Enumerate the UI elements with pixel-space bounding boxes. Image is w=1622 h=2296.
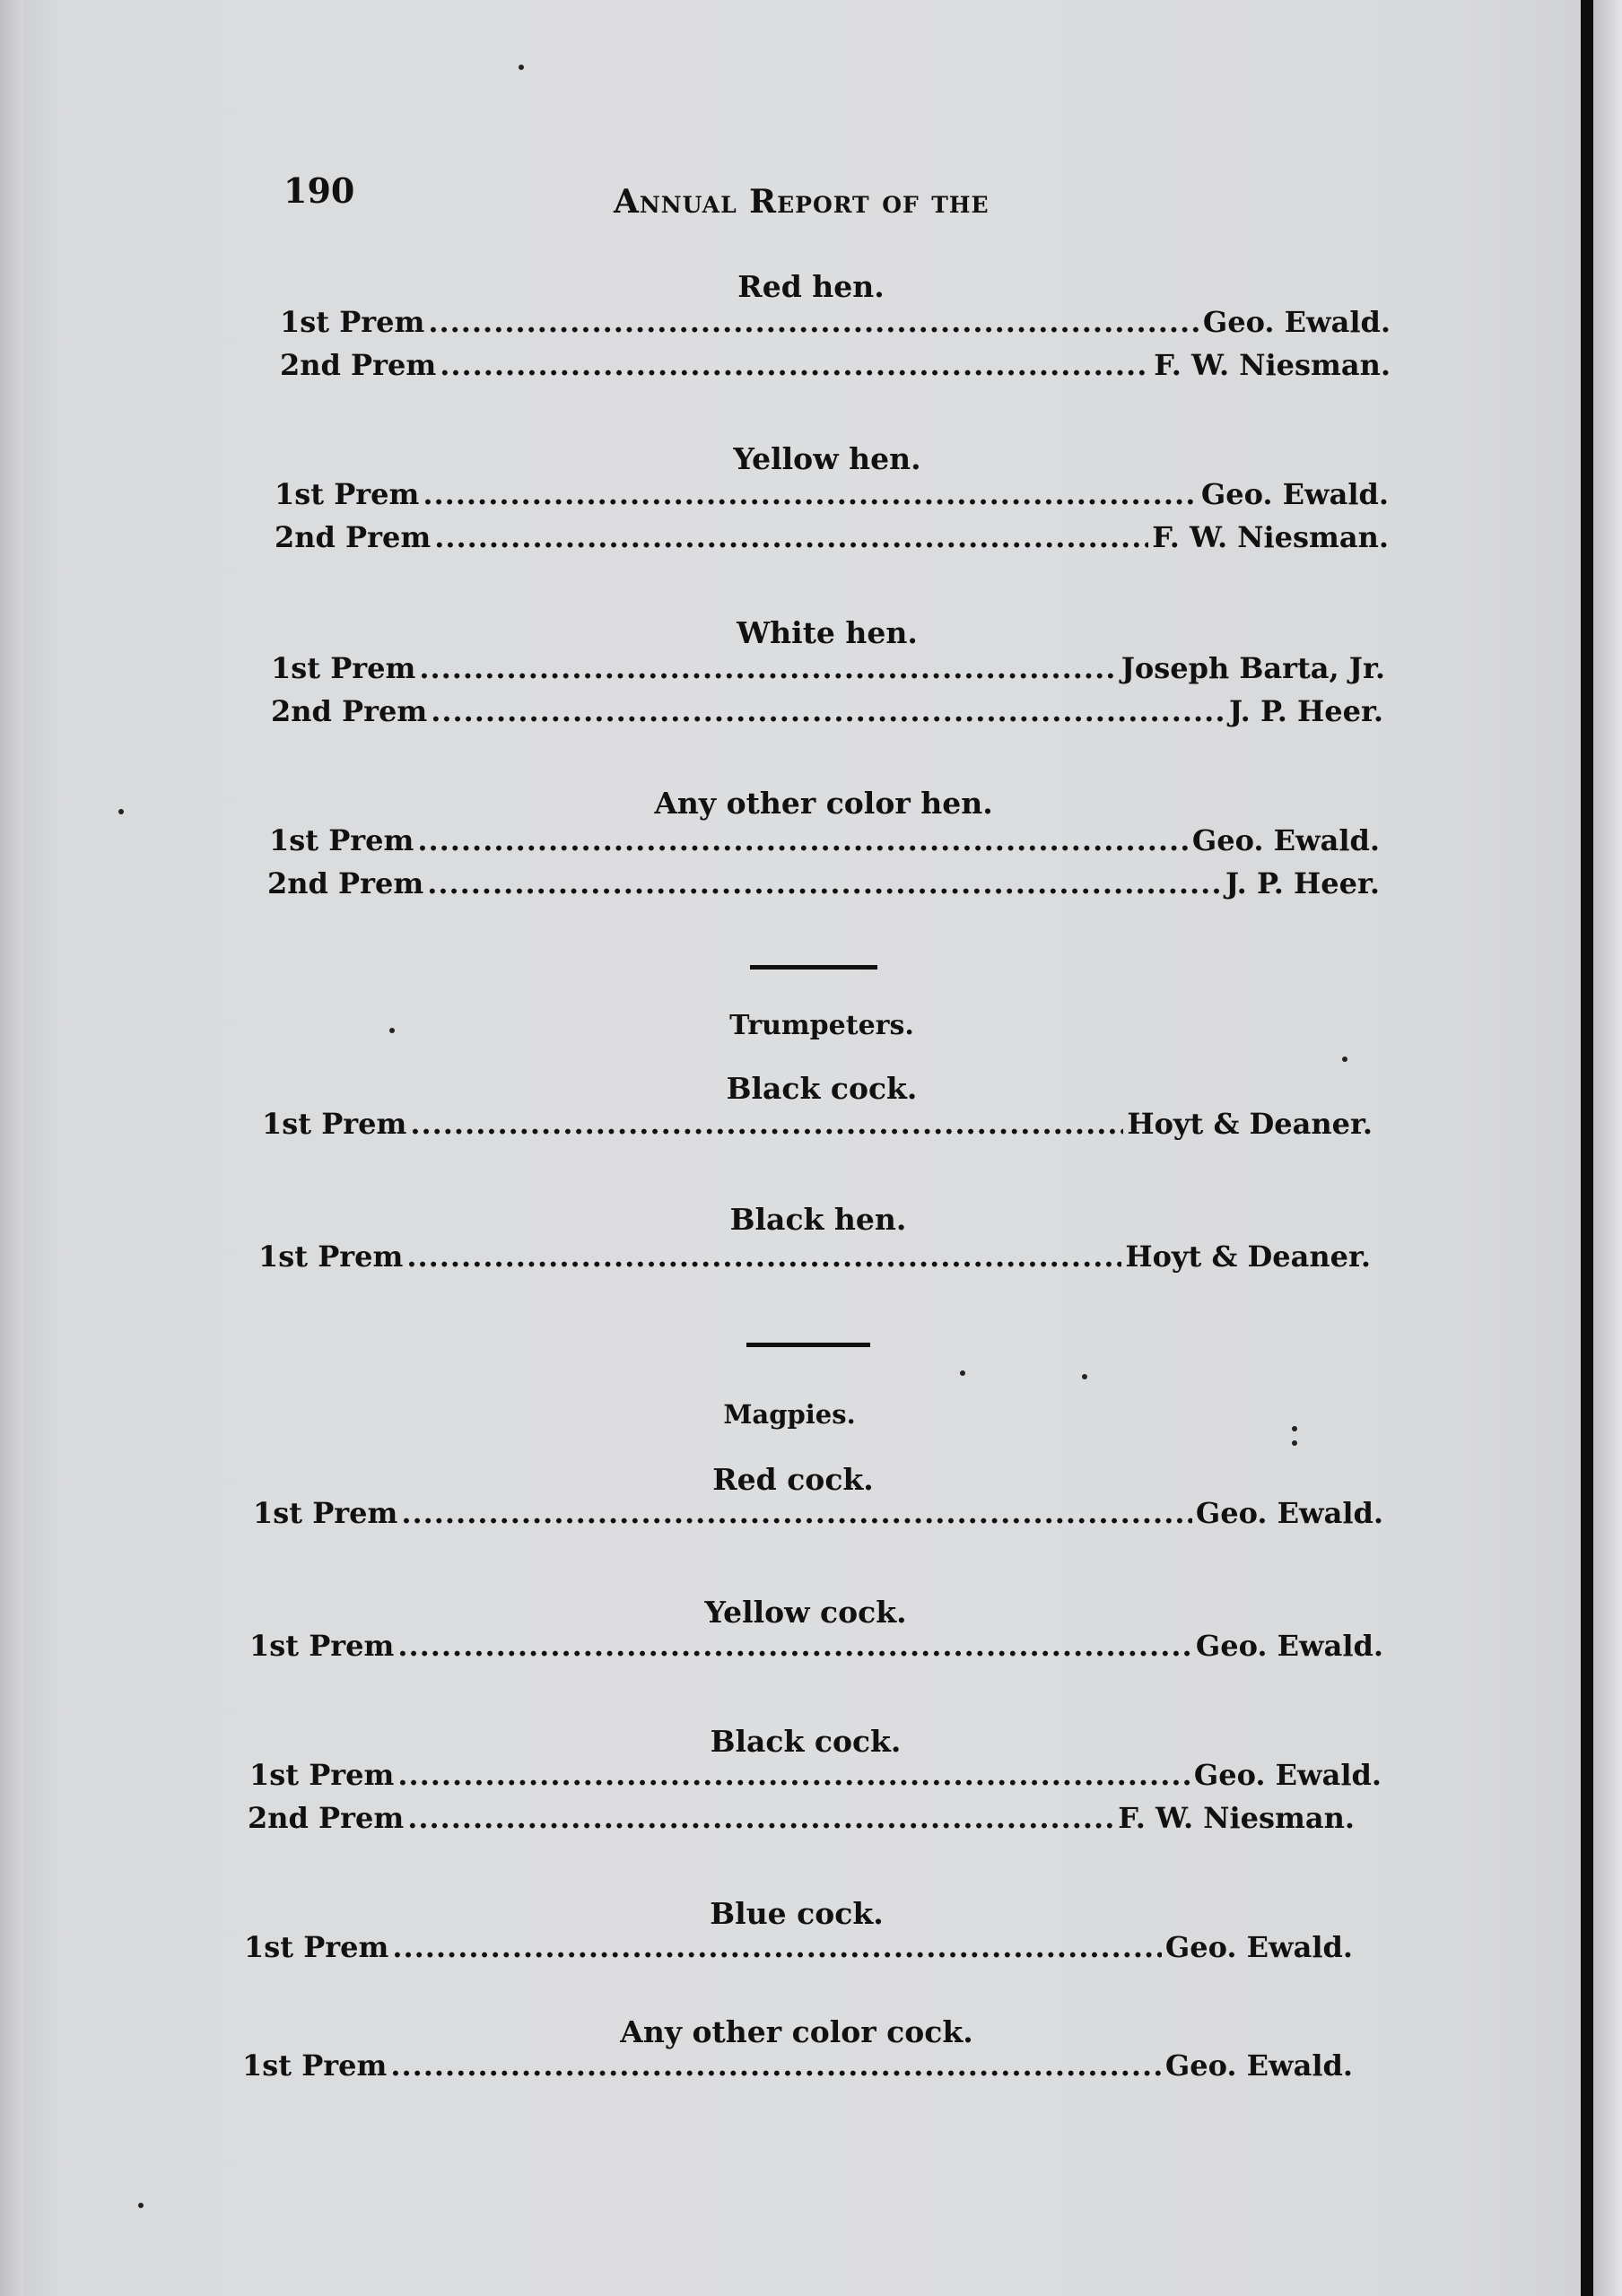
trumpeters-black-cock-row-1 xyxy=(262,1107,1373,1141)
scan-speck xyxy=(519,65,524,70)
dot-leader xyxy=(431,694,1225,728)
running-title: Annual Report of the xyxy=(614,183,990,221)
magpies-red-cock-row-1 xyxy=(253,1496,1383,1530)
page-left-edge xyxy=(0,0,23,2296)
place-label: 1st Prem xyxy=(249,1629,395,1663)
winner-name: F. W. Niesman. xyxy=(1118,1801,1355,1835)
place-label: 1st Prem xyxy=(280,305,425,339)
place-label: 1st Prem xyxy=(258,1239,404,1274)
scan-speck xyxy=(138,2203,144,2208)
magpies-red-cock-heading: Red cock. xyxy=(712,1462,874,1497)
winner-name: Geo. Ewald. xyxy=(1195,1629,1383,1663)
scan-speck xyxy=(389,1028,395,1033)
magpies-yellow-cock-row-1 xyxy=(249,1629,1383,1663)
magpies-blue-cock-row-1 xyxy=(244,1930,1353,1964)
any-other-hen-row-2 xyxy=(267,866,1380,900)
magpies-any-other-cock-heading: Any other color cock. xyxy=(620,2014,973,2049)
winner-name: Hoyt & Deaner. xyxy=(1125,1239,1371,1274)
page-number: 190 xyxy=(283,170,355,211)
magpies-black-cock-heading: Black cock. xyxy=(710,1724,902,1759)
any-other-hen-row-1 xyxy=(269,823,1380,857)
magpies-black-cock-row-2 xyxy=(248,1801,1355,1835)
scan-speck xyxy=(1082,1374,1087,1379)
winner-name: Geo. Ewald. xyxy=(1195,1496,1383,1530)
trumpeters-black-hen-row-1 xyxy=(258,1239,1371,1274)
place-label: 2nd Prem xyxy=(267,866,424,900)
dot-leader xyxy=(419,651,1117,685)
dot-leader xyxy=(392,1930,1162,1964)
place-label: 2nd Prem xyxy=(275,520,432,554)
red-hen-row-1 xyxy=(280,305,1391,339)
dot-leader xyxy=(410,1107,1123,1141)
dot-leader xyxy=(428,305,1199,339)
place-label: 1st Prem xyxy=(269,823,414,857)
section-divider xyxy=(750,965,877,970)
trumpeters-black-cock-heading: Black cock. xyxy=(726,1071,918,1106)
winner-name: J. P. Heer. xyxy=(1225,866,1380,900)
white-hen-heading: White hen. xyxy=(737,615,918,650)
place-label: 1st Prem xyxy=(244,1930,389,1964)
magpies-any-other-cock-row-1 xyxy=(242,2048,1353,2083)
place-label: 1st Prem xyxy=(262,1107,407,1141)
magpies-yellow-cock-heading: Yellow cock. xyxy=(704,1595,907,1630)
scan-speck xyxy=(118,809,124,814)
winner-name: Hoyt & Deaner. xyxy=(1127,1107,1373,1141)
dot-leader xyxy=(417,823,1189,857)
scan-speck xyxy=(1342,1057,1347,1062)
book-gutter xyxy=(1581,0,1593,2296)
scan-speck xyxy=(960,1370,965,1376)
dot-leader xyxy=(407,1801,1114,1835)
winner-name: F. W. Niesman. xyxy=(1154,348,1391,382)
dot-leader xyxy=(427,866,1222,900)
winner-name: Geo. Ewald. xyxy=(1193,1758,1382,1792)
scan-speck xyxy=(1292,1426,1297,1431)
yellow-hen-row-2 xyxy=(275,520,1389,554)
yellow-hen-row-1 xyxy=(275,477,1389,511)
winner-name: Geo. Ewald. xyxy=(1164,2048,1353,2083)
trumpeters-title: Trumpeters. xyxy=(729,1010,914,1041)
trumpeters-black-hen-heading: Black hen. xyxy=(729,1202,907,1237)
dot-leader xyxy=(423,477,1198,511)
winner-name: J. P. Heer. xyxy=(1229,694,1383,728)
place-label: 2nd Prem xyxy=(271,694,428,728)
magpies-blue-cock-heading: Blue cock. xyxy=(710,1896,884,1931)
page-right-edge xyxy=(1593,0,1622,2296)
winner-name: Geo. Ewald. xyxy=(1202,305,1391,339)
place-label: 1st Prem xyxy=(271,651,416,685)
any-other-hen-heading: Any other color hen. xyxy=(654,786,993,821)
section-divider xyxy=(746,1343,870,1347)
white-hen-row-2 xyxy=(271,694,1383,728)
dot-leader xyxy=(401,1496,1192,1530)
dot-leader xyxy=(397,1629,1192,1663)
magpies-title: Magpies. xyxy=(723,1399,856,1430)
dot-leader xyxy=(406,1239,1121,1274)
place-label: 1st Prem xyxy=(242,2048,388,2083)
magpies-black-cock-row-1 xyxy=(249,1758,1382,1792)
winner-name: F. W. Niesman. xyxy=(1152,520,1389,554)
place-label: 1st Prem xyxy=(275,477,420,511)
red-hen-row-2 xyxy=(280,348,1391,382)
dot-leader xyxy=(440,348,1150,382)
place-label: 1st Prem xyxy=(249,1758,395,1792)
winner-name: Geo. Ewald. xyxy=(1164,1930,1353,1964)
scan-speck xyxy=(1292,1440,1297,1446)
place-label: 1st Prem xyxy=(253,1496,398,1530)
place-label: 2nd Prem xyxy=(280,348,437,382)
dot-leader xyxy=(434,520,1148,554)
winner-name: Geo. Ewald. xyxy=(1191,823,1380,857)
yellow-hen-heading: Yellow hen. xyxy=(733,441,921,476)
place-label: 2nd Prem xyxy=(248,1801,405,1835)
winner-name: Geo. Ewald. xyxy=(1200,477,1389,511)
red-hen-heading: Red hen. xyxy=(737,269,885,304)
winner-name: Joseph Barta, Jr. xyxy=(1121,651,1385,685)
white-hen-row-1 xyxy=(271,651,1385,685)
dot-leader xyxy=(397,1758,1190,1792)
dot-leader xyxy=(390,2048,1162,2083)
